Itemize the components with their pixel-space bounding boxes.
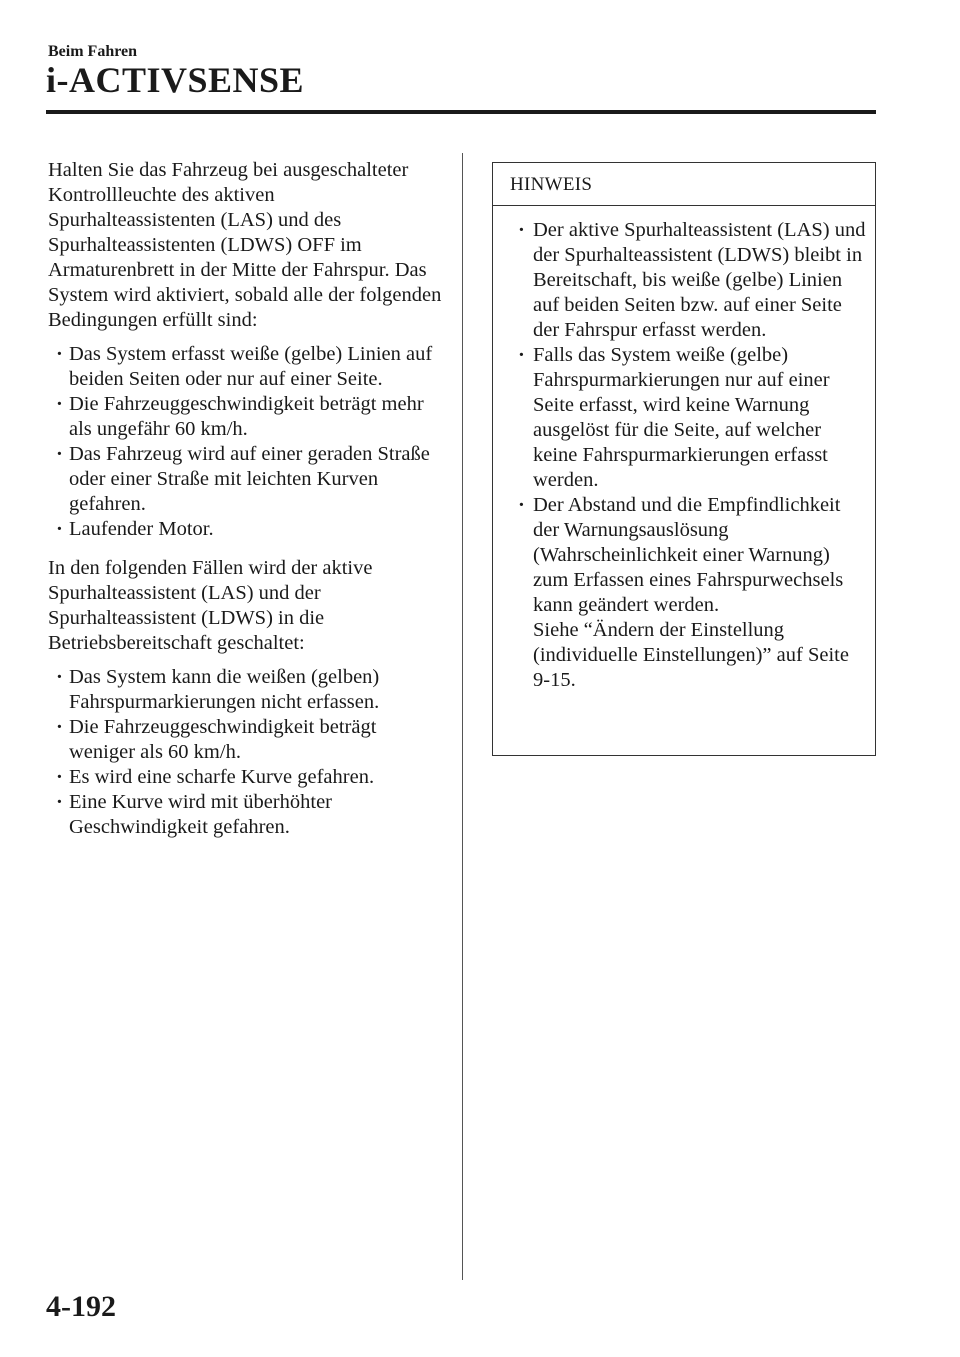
activation-conditions-list [48,342,446,542]
note-item-text: · Der Abstand und die Empfindlichkeit der Warnungsauslösung (Wahrscheinlichkeit einer Warnung) zum Erfassen eines Fahrspurwechsels kann geändert werden. [533,494,844,616]
list-item: · Laufender Motor. [48,517,446,542]
cross-reference: Siehe “Ändern der Einstellung (individuelle Einstellungen)” auf Seite 9-15. [533,619,849,691]
standby-paragraph: In den folgenden Fällen wird der aktive Spurhalteassistent (LAS) und der Spurhalteassistent (LDWS) in die Betriebsbereitschaft geschaltet: [48,557,373,654]
note-item: · Der aktive Spurhalteassistent (LAS) und der Spurhalteassistent (LDWS) bleibt in Bereitschaft, bis weiße (gelbe) Linien auf beiden Seiten bzw. auf einer Seite der Fahrspur erfasst werden. [513,218,867,343]
list-item: · Das System erfasst weiße (gelbe) Linien auf beiden Seiten oder nur auf einer Seite. [48,342,446,392]
page-number: 4-192 [46,1290,116,1323]
note-box [492,162,876,756]
list-item: · Eine Kurve wird mit überhöhter Geschwindigkeit gefahren. [48,790,446,840]
chapter-title: i-ACTIVSENSE [46,60,305,100]
list-item: · Das Fahrzeug wird auf einer geraden Straße oder einer Straße mit leichten Kurven gefahren. [48,442,446,517]
title-rule [46,110,876,114]
left-column [48,158,446,840]
note-heading: HINWEIS [493,163,875,206]
column-divider [462,153,463,1280]
standby-cases-list [48,665,446,840]
note-item [513,493,867,693]
note-item: · Falls das System weiße (gelbe) Fahrspurmarkierungen nur auf einer Seite erfasst, wird keine Warnung ausgelöst für die Seite, auf welcher keine Fahrspurmarkierungen erfasst werden. [513,343,867,493]
note-body [493,206,875,693]
list-item: · Es wird eine scharfe Kurve gefahren. [48,765,446,790]
list-item: · Die Fahrzeuggeschwindigkeit beträgt mehr als ungefähr 60 km/h. [48,392,446,442]
note-list [513,218,867,693]
list-item: · Das System kann die weißen (gelben) Fahrspurmarkierungen nicht erfassen. [48,665,446,715]
list-item: · Die Fahrzeuggeschwindigkeit beträgt weniger als 60 km/h. [48,715,446,765]
intro-paragraph: Halten Sie das Fahrzeug bei ausgeschalteter Kontrollleuchte des aktiven Spurhalteassistenten (LAS) und des Spurhalteassistenten (LDWS) OFF im Armaturenbrett in der Mitte der Fahrspur. Das System wird aktiviert, sobald alle der folgenden Bedingungen erfüllt sind: [48,159,442,331]
section-label: Beim Fahren [48,43,138,60]
